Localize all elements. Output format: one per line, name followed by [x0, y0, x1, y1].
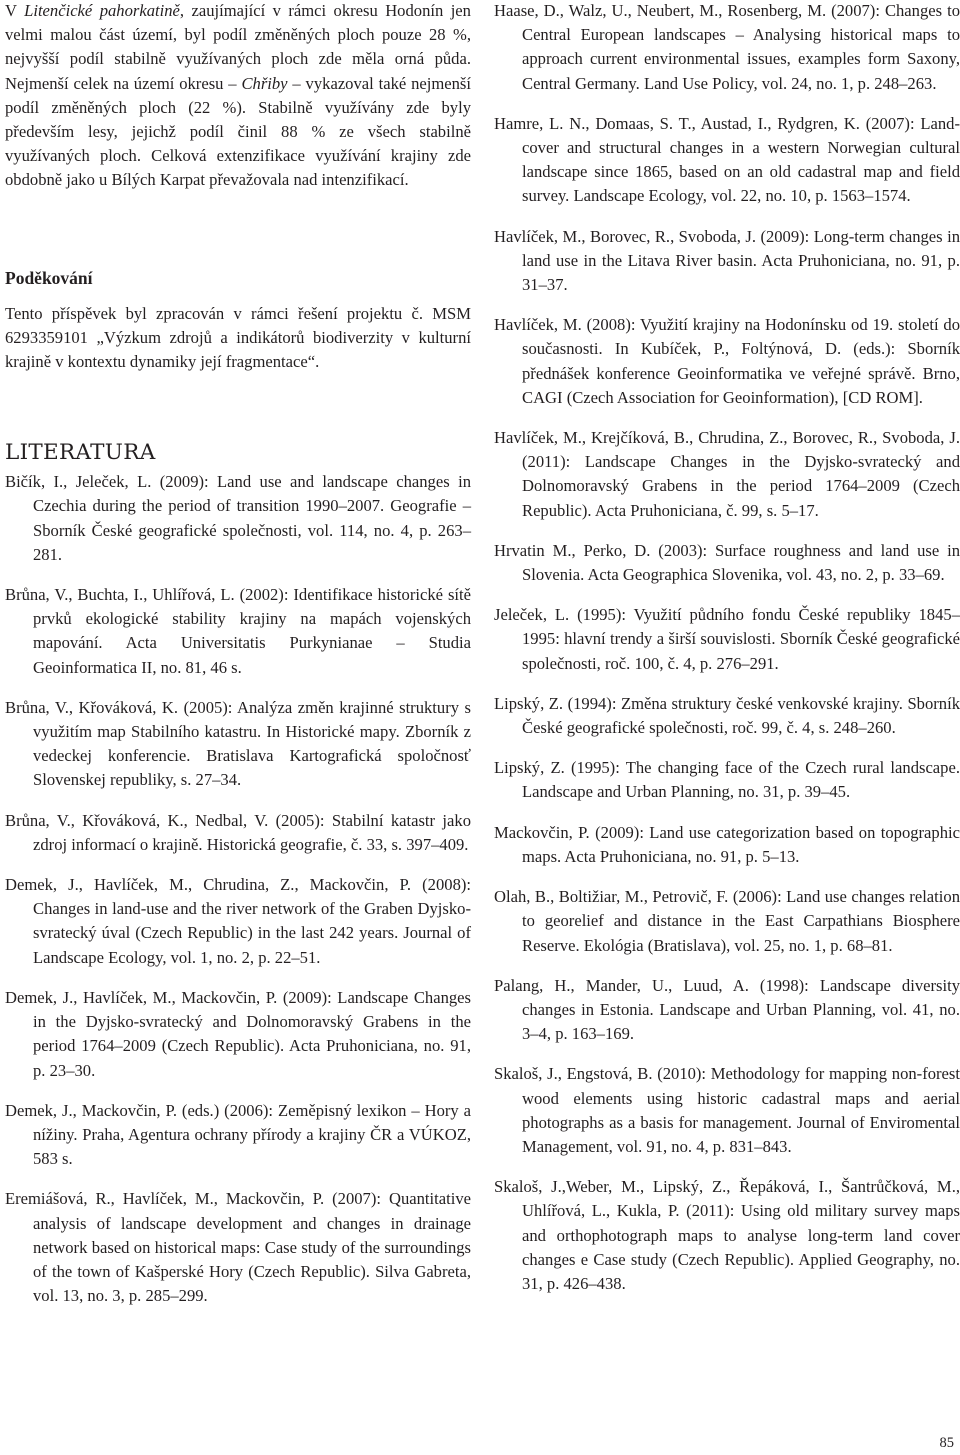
reference-item: Eremiášová, R., Havlíček, M., Mackovčin, P. (2007): Quantitative analysis of landscape development and changes in drainage network based on historical maps: Case study of the surroundings of the town of Kašperské Hory (Czech Republic). Silva Gabreta, vol. 13, no. 3, p. 285–299. — [5, 1189, 471, 1306]
acknowledgement-text: Tento příspěvek byl zpracován v rámci řešení projektu č. MSM 6293359101 „Výzkum zdrojů a indikátorů biodiverzity v kulturní krajině v kontextu dynamiky její fragmentace“. — [5, 303, 471, 372]
intro-text-2: , zaujímající v rámci okresu Hodonín jen velmi malou část území, byl podíl změněných ploch pouze 28 %, nejvyšší podíl stabilně využívaných ploch zde měla orná půda. Nejmenší celek na území okresu – — [5, 1, 471, 93]
reference-item: Bičík, I., Jeleček, L. (2009): Land use and landscape changes in Czechia during the period of transition 1990–2007. Geografie – Sborník České geografické společnosti, vol. 114, no. 4, p. 263–281. — [5, 472, 471, 564]
references-list-left — [5, 470, 471, 1308]
intro-text-3: – vykazoval také nejmenší podíl změněných ploch (22 %). Stabilně využívány zde byly především lesy, jejichž podíl činil 88 % ze všech stabilně využívaných ploch. Celková extenzifikace využívání krajiny zde obdobně jako u Bílých Karpat převažovala nad intenzifikací. — [5, 73, 471, 190]
intro-location-litencicka: Litenčické pahorkatině — [24, 1, 180, 20]
reference-item: Hamre, L. N., Domaas, S. T., Austad, I., Rydgren, K. (2007): Land-cover and structural changes in a western Norwegian cultural landscape since 1865, based on an old cadastral map and field survey. Landscape Ecology, vol. 22, no. 10, p. 1563–1574. — [494, 113, 960, 206]
reference-item: Hrvatin M., Perko, D. (2003): Surface roughness and land use in Slovenia. Acta Geographica Slovenika, vol. 43, no. 2, p. 33–69. — [494, 540, 960, 585]
reference-item: Brůna, V., Křováková, K., Nedbal, V. (2005): Stabilní katastr jako zdroj informací o krajině. Historická geografie, č. 33, s. 397–409. — [5, 810, 471, 854]
reference-item: Lipský, Z. (1995): The changing face of the Czech rural landscape. Landscape and Urban Planning, no. 31, p. 39–45. — [494, 758, 960, 802]
reference-item: Brůna, V., Buchta, I., Uhlířová, L. (2002): Identifikace historické sítě prvků ekologické stability krajiny na mapách vojenských mapování. Acta Universitatis Purkynianae – Studia Geoinformatica II, no. 81, 46 s. — [5, 585, 471, 677]
references-list-right — [494, 0, 960, 1296]
reference-item: Haase, D., Walz, U., Neubert, M., Rosenberg, M. (2007): Changes to Central European landscapes – Analysing historical maps to approach current environmental issues, examples form Saxony, Central Germany. Land Use Policy, vol. 24, no. 1, p. 248–263. — [494, 1, 960, 93]
intro-location-chriby: Chřiby — [241, 73, 288, 93]
right-column — [494, 0, 960, 1296]
reference-item: Havlíček, M. (2008): Využití krajiny na Hodonínsku od 19. století do současnosti. In Kubíček, P., Foltýnová, D. (eds.): Sborník přednášek konference Geoinformatika ve veřejné správě. Brno, CAGI (Czech Association for Geoinformation), [CD ROM]. — [494, 315, 960, 407]
page-number: 85 — [939, 1435, 954, 1451]
reference-item: Havlíček, M., Borovec, R., Svoboda, J. (2009): Long-term changes in land use in the Litava River basin. Acta Pruhoniciana, no. 91, p. 31–37. — [494, 226, 960, 295]
acknowledgement-heading: Poděkování — [5, 267, 93, 288]
reference-item: Jeleček, L. (1995): Využití půdního fondu České republiky 1845–1995: hlavní trendy a širší souvislosti. Sborník České geografické společnosti, roč. 100, č. 4, p. 276–291. — [494, 605, 960, 673]
reference-item: Demek, J., Havlíček, M., Chrudina, Z., Mackovčin, P. (2008): Changes in land-use and the river network of the Graben Dyjsko-svratecký úval (Czech Republic) in the last 242 years. Journal of Landscape Ecology, vol. 1, no. 2, p. 22–51. — [5, 875, 471, 967]
reference-item: Lipský, Z. (1994): Změna struktury české venkovské krajiny. Sborník České geografické společnosti, roč. 99, č. 4, s. 248–260. — [494, 693, 960, 738]
intro-text-1: V — [5, 1, 25, 20]
intro-paragraph — [5, 0, 471, 193]
left-column — [5, 0, 471, 1308]
literature-heading: LITERATURA — [5, 440, 156, 466]
reference-item: Palang, H., Mander, U., Luud, A. (1998): Landscape diversity changes in Estonia. Landscape and Urban Planning, vol. 41, no. 3–4, p. 163–169. — [494, 975, 960, 1044]
reference-item: Skaloš, J., Engstová, B. (2010): Methodology for mapping non-forest wood elements using historic cadastral maps and aerial photographs as a basis for management. Journal of Enviromental Management, vol. 91, no. 4, p. 831–843. — [494, 1064, 960, 1156]
reference-item: Olah, B., Boltižiar, M., Petrovič, F. (2006): Land use changes relation to georelief and distance in the East Carpathians Biosphere Reserve. Ekológia (Bratislava), vol. 25, no. 1, p. 68–81. — [494, 887, 960, 955]
reference-item: Demek, J., Mackovčin, P. (eds.) (2006): Zeměpisný lexikon – Hory a nížiny. Praha, Agentura ochrany přírody a krajiny ČR a VÚKOZ, 583 s. — [5, 1100, 471, 1169]
reference-item: Mackovčin, P. (2009): Land use categorization based on topographic maps. Acta Pruhoniciana, no. 91, p. 5–13. — [494, 822, 960, 866]
reference-item: Demek, J., Havlíček, M., Mackovčin, P. (2009): Landscape Changes in the Dyjsko-svratecký and Dolnomoravský Grabens in the period 1764–2009 (Czech Republic). Acta Pruhoniciana, no. 91, p. 23–30. — [5, 987, 471, 1080]
reference-item: Havlíček, M., Krejčíková, B., Chrudina, Z., Borovec, R., Svoboda, J. (2011): Landscape Changes in the Dyjsko-svratecký and Dolnomoravský Grabens in the period 1764–2009 (Czech Republic). Acta Pruhoniciana, č. 99, s. 5–17. — [494, 428, 960, 520]
reference-item: Brůna, V., Křováková, K. (2005): Analýza změn krajinné struktury s využitím map Stabilního katastru. In Historické mapy. Zborník z vedeckej konferencie. Bratislava Kartografická spoločnosť Slovenskej republiky, s. 27–34. — [5, 697, 471, 790]
reference-item: Skaloš, J.,Weber, M., Lipský, Z., Řepáková, I., Šantrůčková, M., Uhlířová, L., Kukla, P. (2011): Using old military survey maps and orthophotograph maps to analyse long-term land cover changes e Case study (Czech Republic). Applied Geography, no. 31, p. 426–438. — [494, 1177, 960, 1293]
